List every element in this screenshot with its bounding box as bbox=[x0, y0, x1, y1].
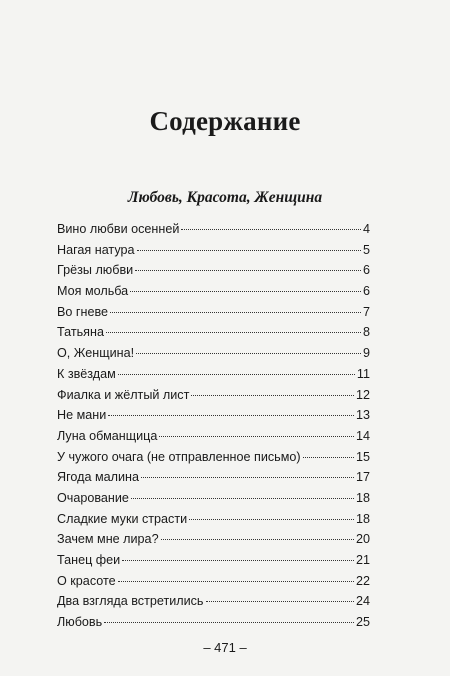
toc-entry bbox=[57, 284, 370, 305]
dot-leader bbox=[159, 436, 354, 437]
toc-entry bbox=[57, 594, 370, 615]
toc-entry bbox=[57, 574, 370, 595]
toc-entry-title: Луна обманщица bbox=[57, 428, 158, 443]
toc-entry bbox=[57, 325, 370, 346]
toc-entry-page: 22 bbox=[355, 573, 370, 588]
dot-leader bbox=[110, 312, 361, 313]
toc-entry-page: 6 bbox=[362, 263, 370, 278]
toc-entry-page: 18 bbox=[355, 511, 370, 526]
toc-entry bbox=[57, 243, 370, 264]
toc-entry bbox=[57, 470, 370, 491]
toc-entry bbox=[57, 367, 370, 388]
dot-leader bbox=[135, 270, 361, 271]
toc-entry bbox=[57, 615, 370, 636]
toc-entry-title: О красоте bbox=[57, 573, 116, 588]
toc-entry-title: Вино любви осенней bbox=[57, 222, 180, 236]
section-heading: Любовь, Красота, Женщина bbox=[127, 189, 323, 206]
toc-entry-title: Моя мольба bbox=[57, 284, 129, 299]
toc-entry-title: Татьяна bbox=[57, 325, 104, 340]
toc-entry-page: 18 bbox=[355, 490, 370, 505]
dot-leader bbox=[206, 601, 354, 602]
dot-leader bbox=[118, 581, 354, 582]
toc-entry-title: Два взгляда встретились bbox=[57, 594, 204, 609]
dot-leader bbox=[122, 560, 354, 561]
toc-entry bbox=[57, 388, 370, 409]
toc-entry-title: Ягода малина bbox=[57, 470, 139, 485]
toc-entry bbox=[57, 450, 370, 471]
dot-leader bbox=[108, 415, 354, 416]
toc-entry-page: 13 bbox=[355, 408, 370, 423]
toc-entry-page: 20 bbox=[355, 532, 370, 547]
toc-entry-page: 15 bbox=[355, 449, 370, 464]
toc-entry bbox=[57, 429, 370, 450]
toc-entry-title: Во гневе bbox=[57, 304, 109, 319]
toc-entry bbox=[57, 305, 370, 326]
toc-entry-title: Зачем мне лира? bbox=[57, 532, 159, 547]
dot-leader bbox=[141, 477, 354, 478]
toc-entry bbox=[57, 512, 370, 533]
toc-entry-page: 9 bbox=[362, 346, 370, 361]
toc-entry-page: 17 bbox=[355, 470, 370, 485]
toc-entry-page: 5 bbox=[362, 242, 370, 257]
toc-entry-page: 12 bbox=[355, 387, 370, 402]
toc-entry-title: Танец феи bbox=[57, 553, 121, 567]
toc-entry-title: Очарование bbox=[57, 490, 129, 505]
dot-leader bbox=[303, 457, 354, 458]
toc-entry-title: Фиалка и жёлтый лист bbox=[57, 387, 190, 402]
dot-leader bbox=[161, 539, 354, 540]
toc-entry-title: У чужого очага (не отправленное письмо) bbox=[57, 449, 301, 464]
dot-leader bbox=[181, 229, 361, 230]
page-number: – 471 – bbox=[203, 640, 247, 655]
toc-entry-page: 14 bbox=[355, 428, 370, 443]
dot-leader bbox=[118, 374, 355, 375]
table-of-contents bbox=[57, 222, 370, 636]
toc-entry-page: 21 bbox=[355, 553, 370, 567]
dot-leader bbox=[189, 519, 354, 520]
toc-entry bbox=[57, 346, 370, 367]
dot-leader bbox=[136, 353, 361, 354]
toc-entry-title: Грёзы любви bbox=[57, 263, 134, 278]
toc-entry-title: К звёздам bbox=[57, 366, 116, 381]
toc-entry bbox=[57, 263, 370, 284]
dot-leader bbox=[130, 291, 361, 292]
toc-entry bbox=[57, 553, 370, 574]
page-title: Содержание bbox=[149, 106, 301, 136]
dot-leader bbox=[106, 332, 361, 333]
toc-entry-page: 6 bbox=[362, 284, 370, 299]
dot-leader bbox=[137, 250, 361, 251]
toc-entry-title: Любовь bbox=[57, 615, 103, 630]
toc-entry-page: 7 bbox=[362, 304, 370, 319]
dot-leader bbox=[131, 498, 354, 499]
toc-entry-title: Нагая натура bbox=[57, 242, 135, 257]
toc-entry bbox=[57, 532, 370, 553]
toc-entry-title: Сладкие муки страсти bbox=[57, 511, 188, 526]
toc-entry-page: 25 bbox=[355, 615, 370, 630]
dot-leader bbox=[104, 622, 354, 623]
toc-entry-page: 11 bbox=[356, 366, 370, 381]
toc-entry-page: 4 bbox=[362, 222, 370, 236]
toc-entry-page: 24 bbox=[355, 594, 370, 609]
toc-entry bbox=[57, 222, 370, 243]
toc-entry-title: О, Женщина! bbox=[57, 346, 135, 361]
toc-entry-page: 8 bbox=[362, 325, 370, 340]
dot-leader bbox=[191, 395, 354, 396]
toc-entry-title: Не мани bbox=[57, 408, 107, 423]
toc-entry bbox=[57, 408, 370, 429]
toc-entry bbox=[57, 491, 370, 512]
